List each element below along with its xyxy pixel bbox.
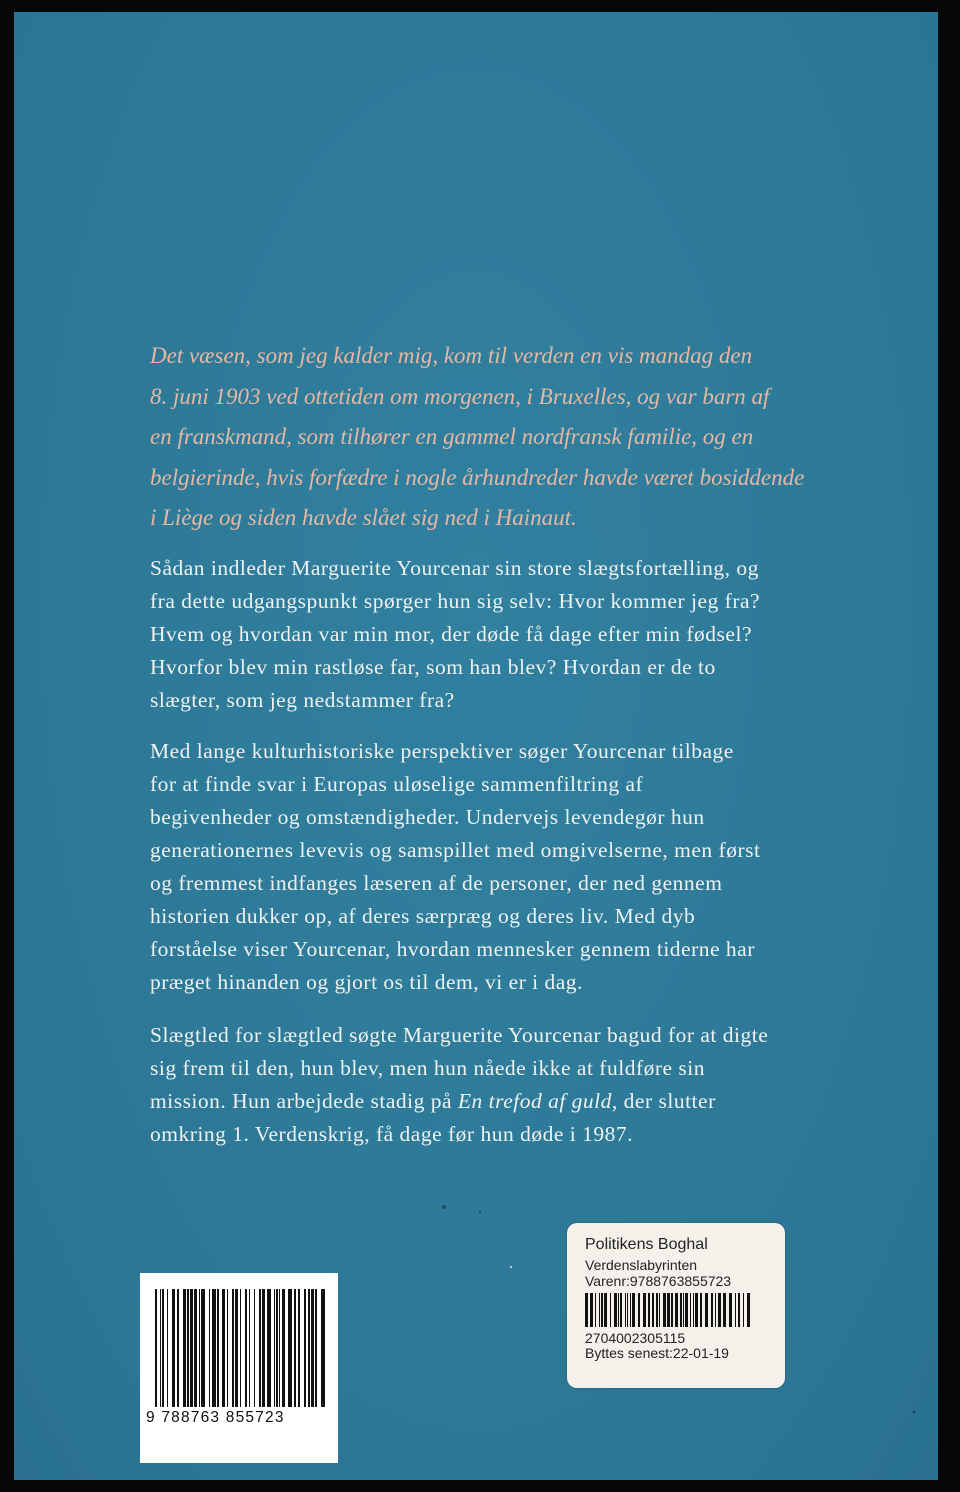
barcode-bar — [625, 1293, 626, 1327]
barcode-bar — [201, 1289, 205, 1407]
barcode-bar — [298, 1289, 300, 1407]
blurb-line: og fremmest indfanges læseren af de personer, der ned gennem — [150, 871, 723, 895]
blurb-line: Med lange kulturhistoriske perspektiver søger Yourcenar tilbage — [150, 739, 734, 763]
barcode-bar — [259, 1289, 261, 1407]
barcode-bar — [194, 1289, 197, 1407]
barcode-bar — [700, 1293, 702, 1327]
blurb-text: mission. Hun arbejdede stadig på — [150, 1089, 458, 1113]
blurb-line: Hvorfor blev min rastløse far, som han blev? Hvordan er de to — [150, 655, 716, 679]
barcode-bar — [235, 1289, 238, 1407]
barcode-bar — [723, 1293, 726, 1327]
barcode-bars — [155, 1289, 325, 1409]
barcode-bar — [656, 1293, 658, 1327]
barcode-bar — [315, 1289, 317, 1407]
blurb-line: Hvem og hvordan var min mor, der døde få dage efter min fødsel? — [150, 622, 752, 646]
barcode-bar — [222, 1289, 225, 1407]
barcode-bar — [217, 1289, 219, 1407]
barcode-bar — [308, 1289, 310, 1407]
sticker-barcode — [585, 1293, 750, 1329]
barcode-bar — [240, 1289, 241, 1407]
barcode-bar — [177, 1289, 179, 1407]
print-specks — [14, 12, 938, 1480]
barcode-bar — [160, 1289, 161, 1407]
barcode-bar — [254, 1289, 255, 1407]
barcode-bar — [610, 1293, 611, 1327]
barcode-bar — [659, 1293, 660, 1327]
barcode-bar — [705, 1293, 708, 1327]
blurb-line: Slægtled for slægtled søgte Marguerite Yourcenar bagud for at digte — [150, 1023, 769, 1047]
blurb-line: slægter, som jeg nedstammer fra? — [150, 688, 455, 712]
barcode-bar — [183, 1289, 186, 1407]
barcode-bar — [675, 1293, 678, 1327]
blurb-line: historien dukker op, af deres særpræg og deres liv. Med dyb — [150, 904, 696, 928]
barcode-bar — [680, 1293, 682, 1327]
blurb-line: sig frem til den, hun blev, men hun nåede ikke at fuldføre sin — [150, 1056, 706, 1080]
blurb-line: generationernes levevis og samspillet med omgivelserne, men først — [150, 838, 761, 862]
barcode-bar — [718, 1293, 721, 1327]
price-sticker — [567, 1223, 785, 1388]
barcode-bar — [715, 1293, 716, 1327]
barcode-bar — [614, 1293, 617, 1327]
barcode-bar — [620, 1293, 622, 1327]
blurb-line: begivenheder og omstændigheder. Undervejs levendegør hun — [150, 805, 705, 829]
quote-line: Det væsen, som jeg kalder mig, kom til verden en vis mandag den — [150, 343, 753, 368]
barcode-bar — [249, 1289, 250, 1407]
barcode-bar — [735, 1293, 736, 1327]
barcode-bar — [747, 1293, 750, 1327]
barcode-bar — [599, 1293, 600, 1327]
blurb-line: Sådan indleder Marguerite Yourcenar sin store slægtsfortælling, og — [150, 556, 759, 580]
barcode-bar — [683, 1293, 684, 1327]
barcode-bar — [595, 1293, 596, 1327]
barcode-bar — [671, 1293, 673, 1327]
barcode-bar — [743, 1293, 744, 1327]
barcode-bar — [212, 1289, 216, 1407]
barcode-bar — [738, 1293, 740, 1327]
barcode-bar — [311, 1289, 314, 1407]
barcode-bar — [601, 1293, 603, 1327]
barcode-bar — [279, 1289, 280, 1407]
barcode-bar — [167, 1289, 168, 1407]
barcode-bar — [232, 1289, 234, 1407]
blurb-line: forståelse viser Yourcenar, hvordan mennesker gennem tiderne har — [150, 937, 755, 961]
sticker-code: 2704002305115 — [585, 1330, 686, 1346]
barcode-bar — [618, 1293, 619, 1327]
barcode-bar — [276, 1289, 278, 1407]
isbn-number: 9 788763 855723 — [146, 1409, 285, 1426]
barcode-bar — [667, 1293, 670, 1327]
book-title-italic: En trefod af guld — [457, 1089, 612, 1113]
barcode-bar — [630, 1293, 631, 1327]
barcode-bar — [632, 1293, 635, 1327]
isbn-barcode — [140, 1273, 338, 1463]
barcode-bar — [604, 1293, 607, 1327]
barcode-bar — [585, 1293, 588, 1327]
barcode-bar — [209, 1289, 210, 1407]
barcode-bar — [590, 1293, 593, 1327]
quote-line: 8. juni 1903 ved ottetiden om morgenen, i Bruxelles, og var barn af — [150, 383, 770, 409]
barcode-bar — [162, 1289, 164, 1407]
barcode-bar — [294, 1289, 296, 1407]
barcode-bar — [288, 1289, 292, 1407]
barcode-bar — [663, 1293, 666, 1327]
barcode-bar — [627, 1293, 628, 1327]
barcode-bar — [187, 1289, 189, 1407]
blurb-text: , der slutter — [611, 1089, 716, 1113]
item-number: Varenr:9788763855723 — [585, 1273, 732, 1289]
sticker-book-title: Verdenslabyrinten — [585, 1257, 698, 1273]
barcode-bar — [304, 1289, 306, 1407]
barcode-bar — [690, 1293, 691, 1327]
quote-line: en franskmand, som tilhører en gammel nordfransk familie, og en — [150, 424, 754, 449]
barcode-bar — [190, 1289, 193, 1407]
blurb-line: præget hinanden og gjort os til dem, vi er i dag. — [150, 970, 583, 994]
barcode-bar — [274, 1289, 275, 1407]
barcode-bar — [245, 1289, 247, 1407]
barcode-bar — [711, 1293, 713, 1327]
barcode-bar — [652, 1293, 654, 1327]
barcode-bar — [155, 1289, 157, 1407]
barcode-bar — [321, 1289, 325, 1407]
blurb-line: for at finde svar i Europas uløselige sammenfiltring af — [150, 772, 644, 796]
barcode-bar — [199, 1289, 200, 1407]
barcode-bar — [643, 1293, 646, 1327]
blurb-line: omkring 1. Verdenskrig, få dage før hun døde i 1987. — [150, 1122, 633, 1146]
barcode-bar — [693, 1293, 694, 1327]
barcode-bar — [729, 1293, 732, 1327]
barcode-bar — [685, 1293, 688, 1327]
quote-line: belgierinde, hvis forfædre i nogle århundreder havde været bosiddende — [150, 464, 805, 490]
barcode-bar — [267, 1289, 271, 1407]
barcode-bar — [227, 1289, 228, 1407]
barcode-bar — [695, 1293, 698, 1327]
blurb-line: fra dette udgangspunkt spørger hun sig selv: Hvor kommer jeg fra? — [150, 589, 761, 613]
barcode-bar — [638, 1293, 640, 1327]
exchange-date: Byttes senest:22-01-19 — [585, 1345, 729, 1361]
barcode-bar — [648, 1293, 650, 1327]
book-back-cover — [14, 12, 938, 1480]
quote-line: i Liège og siden havde slået sig ned i Hainaut. — [150, 505, 577, 530]
barcode-bar — [172, 1289, 175, 1407]
store-name: Politikens Boghal — [585, 1236, 708, 1253]
barcode-bar — [262, 1289, 265, 1407]
barcode-bar — [282, 1289, 285, 1407]
